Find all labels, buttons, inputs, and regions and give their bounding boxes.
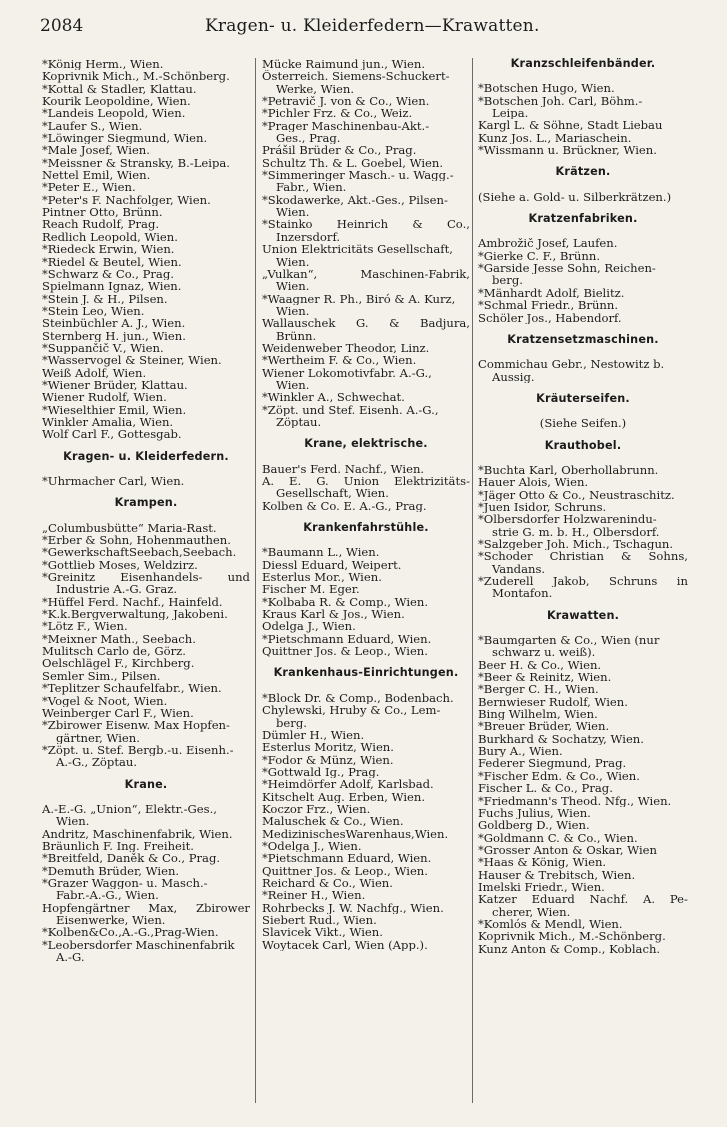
section-heading: Krane. [124, 777, 168, 791]
directory-entry: Wolf Carl F., Gottesgab. [42, 428, 182, 441]
directory-entry: Bräunlich F. Ing. Freiheit. [42, 839, 194, 853]
entry-continuation: Wien. [56, 815, 90, 828]
directory-entry: Mulitsch Carlo de, Görz. [42, 645, 186, 658]
directory-entry: *Peter's F. Nachfolger, Wien. [42, 193, 211, 207]
directory-entry: *Jäger Otto & Co., Neustraschitz. [478, 488, 675, 501]
directory-entry: *Beer & Reinitz, Wien. [478, 671, 612, 684]
directory-entry: *Male Josef, Wien. [42, 144, 150, 157]
entry-continuation: Zöptau. [276, 415, 322, 429]
directory-entry: *Baumgarten & Co., Wien (nur [478, 634, 660, 647]
directory-entry: Reach Rudolf, Prag. [42, 218, 160, 231]
directory-entry: Goldberg D., Wien. [478, 819, 590, 832]
directory-entry: Fischer M. Eger. [262, 583, 360, 596]
directory-entry: *Riedeck Erwin, Wien. [42, 243, 175, 256]
directory-entry: Österreich. Siemens-Schuckert- [262, 70, 450, 83]
entry-continuation: Brünn. [276, 329, 317, 342]
directory-entry: Bury A., Wien. [478, 745, 563, 758]
directory-entry: Odelga J., Wien. [262, 620, 356, 633]
directory-entry: (Siehe Seifen.) [539, 417, 627, 430]
directory-entry: Koprivnik Mich., M.-Schönberg. [42, 70, 230, 83]
directory-entry: Quittner Jos. & Leop., Wien. [262, 645, 428, 658]
directory-entry: Hauer Alois, Wien. [478, 476, 589, 489]
entry-continuation: Industrie A.-G. Graz. [56, 583, 178, 596]
directory-entry: *Zöpt. u. Stef. Bergb.-u. Eisenh.- [42, 743, 234, 757]
directory-entry: *Suppančič V., Wien. [42, 341, 164, 355]
directory-entry: A. E. G. Union Elektrizitäts- [262, 475, 470, 488]
directory-entry: *Schmal Friedr., Brünn. [478, 299, 619, 312]
directory-entry: *Botschen Joh. Carl, Böhm.- [478, 94, 643, 108]
directory-entry: Kourik Leopoldine, Wien. [42, 95, 191, 108]
section-heading: Kratzensetzmaschinen. [507, 332, 659, 346]
directory-entry: *Gierke C. F., Brünn. [478, 249, 601, 263]
directory-entry: Katzer Eduard Nachf. A. Pe- [478, 893, 688, 906]
directory-entry: *Prager Maschinenbau-Akt.- [262, 119, 430, 133]
entry-continuation: Vandans. [492, 562, 546, 575]
directory-entry: *Wieselthier Emil, Wien. [42, 403, 187, 416]
directory-entry: Esterlus Moritz, Wien. [262, 741, 394, 754]
directory-entry: Fischer L. & Co., Prag. [478, 782, 613, 795]
entry-continuation: Aussig. [492, 370, 535, 383]
directory-entry: *Schoder Christian & Sohns, [478, 550, 688, 563]
directory-entry: *Buchta Karl, Oberhollabrunn. [478, 463, 659, 477]
directory-entry: *Waagner R. Ph., Biró & A. Kurz, [262, 292, 456, 305]
section-heading: Krätzen. [555, 165, 611, 179]
directory-entry: Weidenweber Theodor, Linz. [262, 341, 430, 355]
directory-entry: *Olbersdorfer Holzwarenindu- [478, 513, 657, 526]
directory-entry: Fuchs Julius, Wien. [478, 806, 591, 820]
directory-entry: Oelschlägel F., Kirchberg. [42, 657, 195, 670]
directory-entry: *Peter E., Wien. [42, 181, 136, 194]
directory-entry: *Baumann L., Wien. [262, 546, 380, 559]
directory-entry: Slavicek Vikt., Wien. [262, 926, 383, 939]
entry-continuation: gärtner, Wien. [56, 731, 140, 744]
directory-entry: *Wissmann u. Brückner, Wien. [478, 144, 657, 157]
directory-entry: *Wiener Brüder, Klattau. [42, 378, 188, 392]
directory-entry: Beer H. & Co., Wien. [478, 658, 602, 672]
directory-entry: *Teplitzer Schaufelfabr., Wien. [42, 682, 222, 695]
directory-entry: *Fischer Edm. & Co., Wien. [478, 769, 640, 783]
directory-entry: *Goldmann C. & Co., Wien. [478, 831, 638, 844]
directory-entry: *Gottwald Ig., Prag. [262, 765, 380, 779]
directory-entry: *Vogel & Noot, Wien. [42, 694, 168, 707]
directory-entry: Ambrožič Josef, Laufen. [478, 237, 618, 250]
directory-entry: Kunz Anton & Comp., Koblach. [478, 942, 661, 955]
entry-continuation: Inzersdorf. [276, 230, 341, 244]
directory-entry: *Simmeringer Masch.- u. Wagg.- [262, 169, 454, 182]
directory-entry: *Zbirower Eisenw. Max Hopfen- [42, 719, 230, 732]
column-3 [478, 58, 688, 955]
directory-entry: Quittner Jos. & Leop., Wien. [262, 864, 428, 877]
directory-entry: Reichard & Co., Wien. [262, 876, 393, 890]
directory-entry: *Pichler Frz. & Co., Weiz. [262, 107, 413, 120]
directory-entry: Rohrbecks J. W. Nachfg., Wien. [262, 901, 444, 914]
entry-continuation: A.-G., Zöptau. [56, 756, 138, 769]
directory-entry: Burkhard & Sochatzy, Wien. [478, 732, 644, 746]
directory-entry: *Kolbaba R. & Comp., Wien. [262, 595, 429, 609]
directory-entry: *Fodor & Münz, Wien. [262, 753, 394, 766]
directory-entry: *Wasservogel & Steiner, Wien. [42, 354, 222, 367]
directory-entry: *Grazer Waggon- u. Masch.- [42, 876, 208, 890]
directory-entry: *Stein J. & H., Pilsen. [42, 292, 168, 305]
entry-continuation: Wien. [276, 255, 310, 268]
entry-continuation: Ges., Prag. [276, 132, 341, 145]
directory-entry: *Meixner Math., Seebach. [42, 632, 196, 646]
directory-entry: *Meissner & Stransky, B.-Leipa. [42, 156, 230, 170]
directory-entry: *Breitfeld, Daněk & Co., Prag. [42, 852, 221, 865]
directory-entry: „Vulkan“, Maschinen-Fabrik, [262, 267, 470, 281]
directory-entry: Kraus Karl & Jos., Wien. [262, 608, 405, 621]
directory-entry: Schöler Jos., Habendorf. [478, 311, 622, 324]
section-heading: Krawatten. [546, 608, 620, 622]
directory-entry: Koczor Frz., Wien. [262, 802, 371, 816]
directory-entry: Federer Siegmund, Prag. [478, 757, 627, 770]
directory-entry: *Komlós & Mendl, Wien. [478, 917, 623, 931]
directory-entry: Siebert Rud., Wien. [262, 914, 377, 927]
directory-entry: MedizinischesWarenhaus,Wien. [262, 827, 449, 840]
directory-entry: *König Herm., Wien. [42, 58, 164, 71]
directory-entry: Woytacek Carl, Wien (App.). [262, 938, 428, 952]
directory-entry: *Hüffel Ferd. Nachf., Hainfeld. [42, 595, 223, 609]
directory-entry: Mücke Raimund jun., Wien. [262, 58, 426, 71]
directory-entry: Steinbüchler A. J., Wien. [42, 317, 186, 330]
directory-entry: *Leobersdorfer Maschinenfabrik [42, 938, 235, 952]
directory-entry: A.-E.-G. „Union“, Elektr.-Ges., [42, 802, 217, 816]
directory-entry: Kolben & Co. E. A.-G., Prag. [262, 499, 427, 513]
directory-entry: *Grosser Anton & Oskar, Wien [478, 843, 657, 857]
directory-entry: Imelski Friedr., Wien. [478, 880, 605, 894]
directory-entry: *Löwinger Siegmund, Wien. [42, 132, 208, 145]
directory-entry: Kargl L. & Söhne, Stadt Liebau [478, 119, 663, 132]
directory-entry: Dümler H., Wien. [262, 728, 365, 742]
directory-entry: Wiener Lokomotivfabr. A.-G., [262, 366, 432, 379]
entry-continuation: Fabr.-A.-G., Wien. [56, 889, 159, 902]
entry-continuation: Eisenwerke, Wien. [56, 914, 166, 927]
directory-entry: *Schwarz & Co., Prag. [42, 267, 174, 281]
section-heading: Krauthobel. [544, 438, 622, 452]
entry-continuation: Fabr., Wien. [276, 181, 347, 194]
directory-entry: Wiener Rudolf, Wien. [42, 391, 167, 404]
directory-entry: *Skodawerke, Akt.-Ges., Pilsen- [262, 193, 448, 207]
directory-entry: *Gottlieb Moses, Weldzirz. [42, 558, 198, 572]
directory-entry: Spielmann Ignaz, Wien. [42, 280, 182, 293]
directory-entry: *Pietschmann Eduard, Wien. [262, 632, 432, 646]
directory-entry: *Kolben&Co.,A.-G.,Prag-Wien. [42, 926, 219, 939]
directory-entry: Hauser & Trebitsch, Wien. [478, 868, 636, 881]
directory-entry: Weiß Adolf, Wien. [42, 366, 147, 379]
directory-entry: Union Elektricitäts Gesellschaft, [262, 243, 453, 256]
directory-entry: Nettel Emil, Wien. [42, 169, 151, 182]
column-2 [262, 58, 470, 951]
directory-entry: Bauer's Ferd. Nachf., Wien. [262, 462, 425, 475]
directory-entry: Winkler Amalia, Wien. [42, 415, 174, 429]
section-heading: Kräuterseifen. [536, 391, 630, 405]
directory-entry: *Demuth Brüder, Wien. [42, 864, 180, 877]
running-title: Kragen- u. Kleiderfedern—Krawatten. [205, 16, 540, 36]
directory-entry: Diessl Eduard, Weipert. [262, 558, 402, 572]
directory-entry: *K.k.Bergverwaltung, Jakobeni. [42, 608, 228, 621]
directory-entry: „Columbusbütte“ Maria-Rast. [42, 521, 217, 535]
directory-entry: Semler Sim., Pilsen. [42, 669, 161, 683]
entry-continuation: Wien. [276, 304, 310, 318]
section-heading: Krankenfahrstühle. [303, 521, 429, 535]
directory-entry: Hopfengärtner Max, Zbirower [42, 901, 250, 914]
directory-entry: Bing Wilhelm, Wien. [478, 708, 598, 721]
directory-entry: *Zöpt. und Stef. Eisenh. A.-G., [262, 403, 439, 416]
directory-entry: *Berger C. H., Wien. [478, 683, 599, 696]
directory-entry: Esterlus Mor., Wien. [262, 571, 382, 584]
directory-entry: *Lötz F., Wien. [42, 620, 128, 633]
column-divider [255, 58, 256, 1103]
directory-entry: *Breuer Brüder, Wien. [478, 720, 610, 733]
directory-entry: Pintner Otto, Brünn. [42, 206, 163, 219]
directory-entry: Wallauschek G. & Badjura, [262, 317, 470, 330]
entry-continuation: Wien. [276, 378, 310, 392]
section-heading: Kranzschleifenbänder. [510, 58, 656, 70]
section-heading: Krane, elektrische. [304, 437, 428, 451]
directory-entry: *Petravič J. von & Co., Wien. [262, 95, 430, 108]
section-heading: Kragen- u. Kleiderfedern. [63, 449, 229, 463]
entry-continuation: Montafon. [492, 587, 553, 600]
directory-entry: *Heimdörfer Adolf, Karlsbad. [262, 778, 434, 791]
directory-entry: Sternberg H. jun., Wien. [42, 329, 186, 342]
entry-continuation: berg. [492, 274, 523, 287]
directory-entry: *Erber & Sohn, Hohenmauthen. [42, 534, 231, 547]
directory-entry: Redlich Leopold, Wien. [42, 230, 178, 244]
directory-entry: Prášil Brüder & Co., Prag. [262, 144, 417, 157]
directory-entry: Commichau Gebr., Nestowitz b. [478, 358, 665, 371]
directory-entry: Maluschek & Co., Wien. [262, 815, 404, 828]
directory-entry: *Pietschmann Eduard, Wien. [262, 852, 432, 865]
column-1 [42, 58, 250, 963]
directory-entry: *GewerkschaftSeebach,Seebach. [42, 546, 237, 559]
directory-entry: *Odelga J., Wien. [262, 839, 362, 853]
directory-entry: *Laufer S., Wien. [42, 119, 143, 133]
directory-entry: *Stainko Heinrich & Co., [262, 218, 470, 231]
entry-continuation: Wien. [276, 206, 310, 219]
entry-continuation: strie G. m. b. H., Olbersdorf. [492, 525, 660, 538]
entry-continuation: schwarz u. weiß). [492, 646, 596, 659]
entry-continuation: Wien. [276, 280, 310, 293]
directory-entry: Koprivnik Mich., M.-Schönberg. [478, 930, 666, 943]
entry-continuation: A.-G. [56, 951, 85, 964]
directory-entry: Andritz, Maschinenfabrik, Wien. [42, 827, 233, 840]
entry-continuation: Leipa. [492, 107, 529, 120]
page-header [40, 16, 695, 42]
directory-entry: Schultz Th. & L. Goebel, Wien. [262, 156, 444, 170]
entry-continuation: cherer, Wien. [492, 905, 571, 918]
section-heading: Krampen. [114, 496, 178, 510]
directory-entry: *Zuderell Jakob, Schruns in [478, 575, 688, 588]
directory-entry: *Garside Jesse Sohn, Reichen- [478, 262, 656, 275]
directory-entry: *Greinitz Eisenhandels- und [42, 571, 250, 584]
directory-entry: *Kottal & Stadler, Klattau. [42, 82, 197, 96]
directory-entry: *Riedel & Beutel, Wien. [42, 255, 182, 268]
directory-entry: *Friedmann's Theod. Nfg., Wien. [478, 794, 672, 807]
directory-entry: *Haas & König, Wien. [478, 856, 607, 869]
directory-entry: Chylewski, Hruby & Co., Lem- [262, 704, 441, 717]
directory-entry: Kunz Jos. L., Mariaschein. [478, 131, 632, 145]
directory-entry: *Block Dr. & Comp., Bodenbach. [262, 691, 454, 705]
directory-entry: Weinberger Carl F., Wien. [42, 706, 194, 720]
directory-entry: *Winkler A., Schwechat. [262, 391, 405, 404]
directory-entry: *Salzgeber Joh. Mich., Tschagun. [478, 537, 674, 551]
directory-entry: *Mänhardt Adolf, Bielitz. [478, 286, 625, 300]
section-heading: Krankenhaus-Einrichtungen. [273, 666, 459, 680]
directory-entry: (Siehe a. Gold- u. Silberkrätzen.) [478, 190, 672, 204]
entry-continuation: berg. [276, 716, 307, 729]
directory-entry: *Juen Isidor, Schruns. [478, 500, 607, 514]
directory-entry: *Reiner H., Wien. [262, 889, 366, 902]
directory-entry: *Stein Leo, Wien. [42, 304, 145, 318]
page-number: 2084 [40, 16, 84, 36]
directory-entry: Bernwieser Rudolf, Wien. [478, 695, 628, 709]
directory-entry: *Uhrmacher Carl, Wien. [42, 475, 185, 488]
directory-entry: Kitschelt Aug. Erben, Wien. [262, 790, 426, 803]
directory-entry: *Landeis Leopold, Wien. [42, 107, 186, 120]
column-divider [472, 58, 473, 1103]
directory-entry: *Botschen Hugo, Wien. [478, 82, 615, 95]
entry-continuation: Gesellschaft, Wien. [276, 487, 389, 500]
section-heading: Kratzenfabriken. [528, 212, 638, 226]
directory-entry: *Wertheim F. & Co., Wien. [262, 354, 417, 367]
entry-continuation: Werke, Wien. [276, 82, 355, 96]
